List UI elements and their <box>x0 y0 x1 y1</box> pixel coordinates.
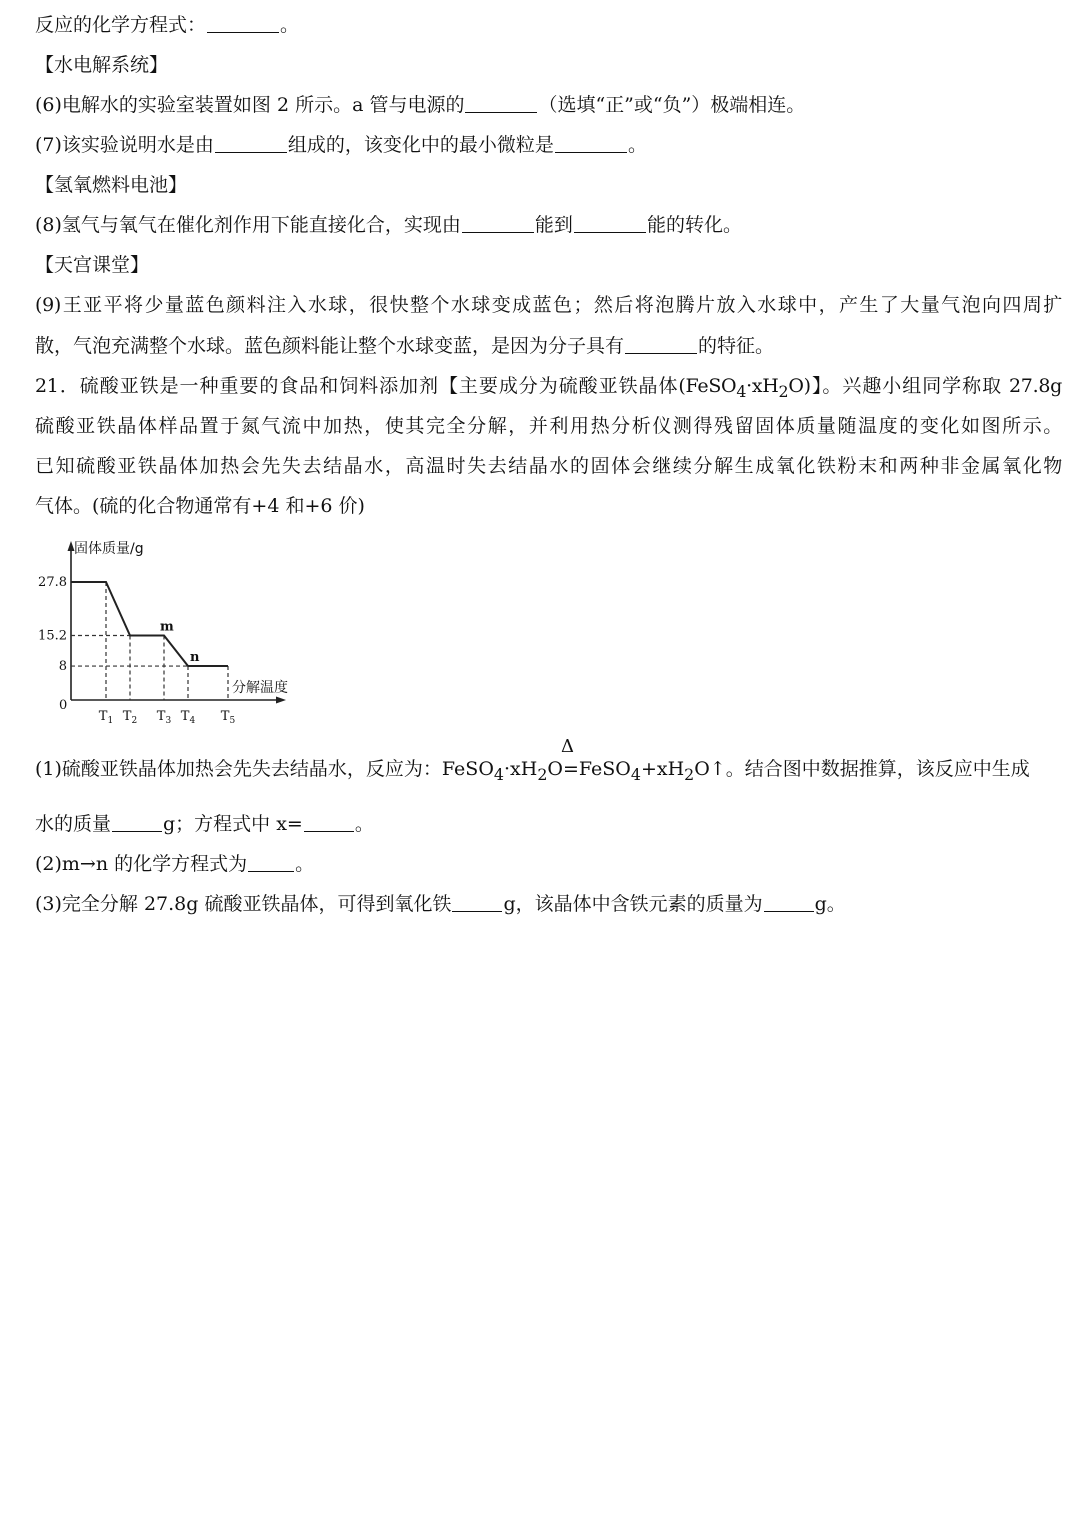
question-21-line-3: 已知硫酸亚铁晶体加热会先失去结晶水，高温时失去结晶水的固体会继续分解生成氧化铁粉末和两种非金属氧化物 <box>35 455 1062 477</box>
text: (2)m→n 的化学方程式为 <box>35 853 248 875</box>
subscript: 2 <box>778 381 789 401</box>
y-tick-label: 15.2 <box>38 628 67 644</box>
answer-blank[interactable] <box>215 134 287 153</box>
subscript: 2 <box>684 764 695 784</box>
section-fuel-cell: 【氢氧燃料电池】 <box>35 174 188 196</box>
x-tick-subscript: 3 <box>165 716 172 726</box>
text: 。 <box>627 134 647 156</box>
question-9-line-1: (9)王亚平将少量蓝色颜料注入水球，很快整个水球变成蓝色；然后将泡腾片放入水球中，产生了大量气泡向四周扩 <box>35 294 1062 316</box>
subscript: 4 <box>493 764 504 784</box>
x-tick-label-t2: $T_2$ <box>122 709 138 726</box>
subscript: 4 <box>630 764 641 784</box>
point-label-m: m <box>160 619 174 635</box>
subscript: 2 <box>537 764 548 784</box>
text: +xH <box>640 758 685 780</box>
text: 。 <box>280 14 300 36</box>
text: (8)氢气与氧气在催化剂作用下能直接化合，实现由 <box>35 214 461 236</box>
answer-blank[interactable] <box>248 853 294 872</box>
sub-question-3 <box>35 891 1062 917</box>
question-21-line-1 <box>35 373 1062 405</box>
answer-blank[interactable] <box>462 214 534 233</box>
answer-blank[interactable] <box>304 813 354 832</box>
x-tick-subscript: 5 <box>229 716 236 726</box>
heat-symbol: Δ <box>560 736 574 757</box>
answer-blank[interactable] <box>207 14 279 33</box>
x-tick-subscript: 1 <box>107 716 114 726</box>
text: ·xH <box>503 758 538 780</box>
answer-blank[interactable] <box>625 335 697 354</box>
answer-blank[interactable] <box>574 214 646 233</box>
text: 。 <box>354 813 374 835</box>
origin-label: 0 <box>59 698 68 713</box>
text: g；方程式中 x= <box>163 813 303 835</box>
question-21-line-2: 硫酸亚铁晶体样品置于氮气流中加热，使其完全分解，并利用热分析仪测得残留固体质量随温度的变化如图所示。 <box>35 415 1062 437</box>
text: O <box>547 758 563 780</box>
sub-question-1-line-2 <box>35 811 1062 837</box>
y-tick-label: 8 <box>58 659 67 675</box>
text: （选填“正”或“负”）极端相连。 <box>538 94 806 116</box>
equals-sign: = <box>562 758 579 780</box>
x-tick-label-t4: $T_4$ <box>180 709 196 726</box>
answer-blank[interactable] <box>112 813 162 832</box>
mass-temperature-chart <box>38 535 300 730</box>
point-label-n: n <box>190 650 200 666</box>
answer-blank[interactable] <box>465 94 537 113</box>
text: O)】。兴趣小组同学称取 27.8g <box>788 375 1062 397</box>
answer-blank[interactable] <box>555 134 627 153</box>
y-axis-label: 固体质量/g <box>74 541 144 557</box>
text: 反应的化学方程式： <box>35 14 207 36</box>
x-tick-label-t1: $T_1$ <box>98 709 114 726</box>
text: g。 <box>814 893 846 915</box>
text: 水的质量 <box>35 813 112 835</box>
sub-question-1-line-1 <box>35 736 1062 788</box>
answer-blank[interactable] <box>764 893 814 912</box>
x-tick-label-t3: $T_3$ <box>156 709 172 726</box>
text: 组成的，该变化中的最小微粒是 <box>287 134 554 156</box>
text: 21．硫酸亚铁是一种重要的食品和饲料添加剂【主要成分为硫酸亚铁晶体(FeSO <box>35 375 737 397</box>
x-axis-label: 分解温度 <box>232 680 288 696</box>
question-7 <box>35 132 1062 158</box>
question-8 <box>35 212 1062 238</box>
x-axis-arrow <box>276 697 286 704</box>
reaction-condition <box>560 736 579 782</box>
text: (1)硫酸亚铁晶体加热会先失去结晶水，反应为：FeSO <box>35 758 494 780</box>
text: (6)电解水的实验室装置如图 2 所示。a 管与电源的 <box>35 94 465 116</box>
section-tiangong-class: 【天宫课堂】 <box>35 254 150 276</box>
text: 散，气泡充满整个水球。蓝色颜料能让整个水球变蓝，是因为分子具有 <box>35 335 625 357</box>
text: 能的转化。 <box>646 214 742 236</box>
text: 能到 <box>534 214 573 236</box>
question-9-line-2 <box>35 333 1062 359</box>
text: (7)该实验说明水是由 <box>35 134 214 156</box>
subscript: 4 <box>736 381 747 401</box>
text: g，该晶体中含铁元素的质量为 <box>503 893 763 915</box>
answer-blank[interactable] <box>452 893 502 912</box>
question-21-line-4: 气体。(硫的化合物通常有+4 和+6 价) <box>35 495 365 517</box>
text: FeSO <box>578 758 631 780</box>
y-tick-label: 27.8 <box>38 575 67 590</box>
question-6 <box>35 92 1062 118</box>
text: ·xH <box>746 375 779 397</box>
section-water-electrolysis: 【水电解系统】 <box>35 54 169 76</box>
text: (3)完全分解 27.8g 硫酸亚铁晶体，可得到氧化铁 <box>35 893 452 915</box>
mass-curve <box>71 582 228 666</box>
text: O↑。结合图中数据推算，该反应中生成 <box>694 758 1030 780</box>
x-tick-subscript: 4 <box>189 716 196 726</box>
x-tick-subscript: 2 <box>131 716 138 726</box>
text: 。 <box>295 853 315 875</box>
sub-question-2 <box>35 851 1062 877</box>
x-tick-label-t5: $T_5$ <box>220 709 236 726</box>
line-equation-prompt <box>35 12 1062 38</box>
text: 的特征。 <box>698 335 775 357</box>
